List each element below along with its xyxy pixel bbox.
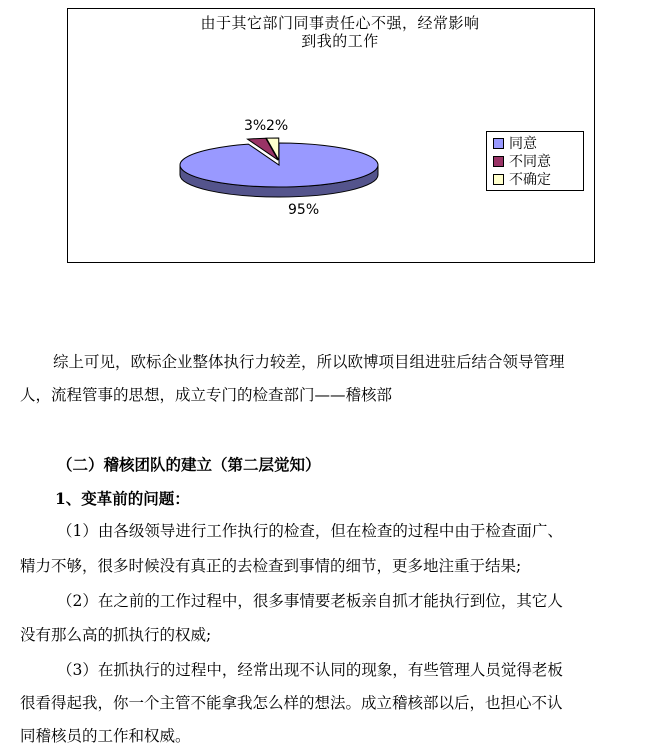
item1-line-2: 精力不够，很多时候没有真正的去检查到事情的细节，更多地注重于结果; xyxy=(20,557,522,575)
legend-label-disagree: 不同意 xyxy=(509,154,551,170)
summary-paragraph-line-2: 人，流程管事的思想，成立专门的检查部门——稽核部 xyxy=(20,386,393,404)
legend-swatch-unsure xyxy=(493,174,504,185)
legend-label-unsure: 不确定 xyxy=(509,172,551,188)
pie-label-disagree: 3% xyxy=(244,118,267,134)
subheading: 1、变革前的问题： xyxy=(55,489,190,508)
item3-line-3: 同稽核员的工作和权威。 xyxy=(20,727,191,745)
item2-line-1: （2）在之前的工作过程中，很多事情要老板亲自抓才能执行到位，其它人 xyxy=(57,592,563,610)
item1-line-1: （1）由各级领导进行工作执行的检查，但在检查的过程中由于检查面广、 xyxy=(57,522,563,540)
pie-chart xyxy=(67,8,595,263)
summary-paragraph-line-1: 综上可见，欧标企业整体执行力较差，所以欧博项目组进驻后结合领导管理 xyxy=(53,353,565,371)
chart-legend xyxy=(486,131,584,191)
pie-label-unsure: 2% xyxy=(266,118,289,134)
legend-swatch-disagree xyxy=(493,156,504,167)
item2-line-2: 没有那么高的抓执行的权威; xyxy=(20,626,212,644)
pie-group xyxy=(180,118,378,218)
item3-line-1: （3）在抓执行的过程中，经常出现不认同的现象，有些管理人员觉得老板 xyxy=(57,661,563,679)
legend-label-agree: 同意 xyxy=(509,136,537,152)
legend-item-disagree xyxy=(493,152,583,170)
legend-item-agree xyxy=(493,134,583,152)
chart-title: 由于其它部门同事责任心不强，经常影响 到我的工作 xyxy=(200,14,480,50)
legend-swatch-agree xyxy=(493,138,504,149)
item3-line-2: 很看得起我，你一个主管不能拿我怎么样的想法。成立稽核部以后，也担心不认 xyxy=(20,694,563,712)
pie-label-agree: 95% xyxy=(288,202,320,218)
legend-item-unsure xyxy=(493,170,583,188)
section-heading: （二）稽核团队的建立（第二层觉知） xyxy=(57,455,321,474)
